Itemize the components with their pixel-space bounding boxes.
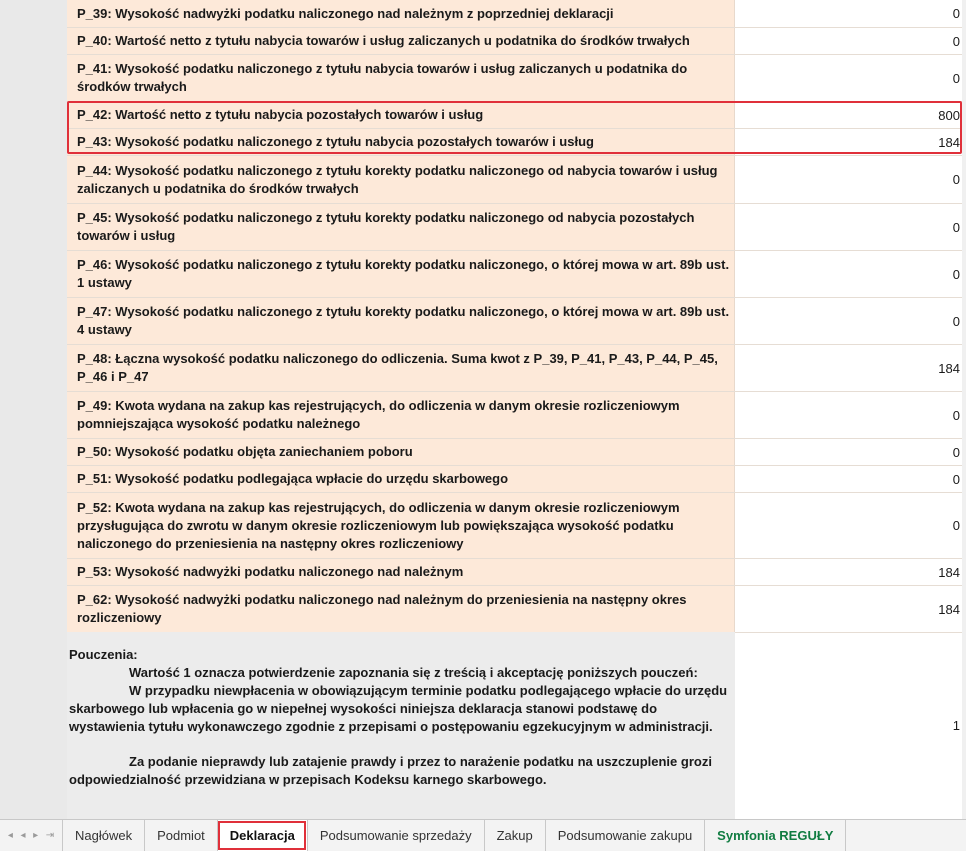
- table-row: [67, 439, 966, 466]
- row-value-cell[interactable]: 184: [735, 129, 966, 155]
- table-row: [67, 493, 966, 559]
- tab-deklaracja[interactable]: Deklaracja: [217, 820, 307, 851]
- table-row: [67, 345, 966, 392]
- row-label: P_44: Wysokość podatku naliczonego z tytułu korekty podatku naliczonego od nabycia towarów i usług zaliczanych u podatnika do środków trwałych: [67, 156, 735, 203]
- row-value-cell[interactable]: 0: [735, 0, 966, 27]
- pouczenia-value-cell[interactable]: 1: [952, 718, 960, 733]
- row-label: P_46: Wysokość podatku naliczonego z tytułu korekty podatku naliczonego, o której mowa w art. 89b ust. 1 ustawy: [67, 251, 735, 297]
- pouczenia-line1: Wartość 1 oznacza potwierdzenie zapoznania się z treścią i akceptację poniższych pouczeń:: [129, 665, 698, 680]
- nav-first-icon[interactable]: ◂: [7, 830, 13, 841]
- table-row: [67, 102, 966, 129]
- nav-prev-icon[interactable]: ◂: [20, 830, 26, 841]
- vertical-scrollbar[interactable]: [962, 0, 966, 819]
- row-value-cell[interactable]: 0: [735, 28, 966, 54]
- row-label: P_49: Kwota wydana na zakup kas rejestrujących, do odliczenia w danym okresie rozliczeniowym pomniejszająca wysokość podatku należnego: [67, 392, 735, 438]
- table-row: [67, 156, 966, 204]
- row-value-cell[interactable]: 0: [735, 298, 966, 344]
- row-value-cell[interactable]: 800: [735, 102, 966, 128]
- tab-podsumowanie-sprzedazy[interactable]: Podsumowanie sprzedaży: [307, 820, 484, 851]
- tab-naglowek[interactable]: Nagłówek: [62, 820, 144, 851]
- row-value-cell[interactable]: 0: [735, 392, 966, 438]
- row-label: P_52: Kwota wydana na zakup kas rejestrujących, do odliczenia w danym okresie rozliczeniowym przysługująca do zwrotu w danym okresie rozliczeniowym lub powiększająca wysokość podatku naliczonego do przeniesienia na następny okres rozliczeniowy: [67, 493, 735, 558]
- left-gutter: [0, 0, 67, 819]
- table-row: [67, 392, 966, 439]
- row-value-cell[interactable]: 184: [735, 345, 966, 391]
- pouczenia-cell[interactable]: [67, 632, 735, 819]
- row-value-cell[interactable]: 0: [735, 466, 966, 492]
- table-row: [67, 28, 966, 55]
- table-row: [67, 559, 966, 586]
- table-row: [67, 55, 966, 102]
- row-value-cell[interactable]: 0: [735, 493, 966, 558]
- tab-navigation: [0, 820, 62, 851]
- row-label: P_50: Wysokość podatku objęta zaniechaniem poboru: [67, 439, 735, 465]
- row-value-cell[interactable]: 0: [735, 156, 966, 203]
- row-label: P_51: Wysokość podatku podlegająca wpłacie do urzędu skarbowego: [67, 466, 735, 492]
- nav-next-icon[interactable]: ▸: [33, 830, 39, 841]
- table-row: [67, 0, 966, 28]
- tab-symfonia-reguly[interactable]: Symfonia REGUŁY: [704, 820, 846, 851]
- row-value-cell[interactable]: 0: [735, 55, 966, 101]
- tab-zakup[interactable]: Zakup: [484, 820, 545, 851]
- tab-podsumowanie-zakupu[interactable]: Podsumowanie zakupu: [545, 820, 704, 851]
- row-label: P_62: Wysokość nadwyżki podatku naliczonego nad należnym do przeniesienia na następny okres rozliczeniowy: [67, 586, 735, 632]
- row-label: P_40: Wartość netto z tytułu nabycia towarów i usług zaliczanych u podatnika do środków trwałych: [67, 28, 735, 54]
- row-label: P_53: Wysokość nadwyżki podatku naliczonego nad należnym: [67, 559, 735, 585]
- row-label: P_42: Wartość netto z tytułu nabycia pozostałych towarów i usług: [67, 102, 735, 128]
- table-row: [67, 466, 966, 493]
- nav-last-icon[interactable]: ⇥: [45, 830, 55, 841]
- pouczenia-line2: W przypadku niewpłacenia w obowiązującym terminie podatku podlegającego wpłacie do urzędu skarbowego lub wpłacenia go w niepełnej wysokości niniejsza deklaracja stanowi podstawę do wystawienia tytułu wykonawczego zgodnie z przepisami o postępowaniu egzekucyjnym w administracji.: [69, 683, 728, 734]
- row-label: P_48: Łączna wysokość podatku naliczonego do odliczenia. Suma kwot z P_39, P_41, P_43, P_44, P_45, P_46 i P_47: [67, 345, 735, 391]
- declaration-rows: [67, 0, 966, 633]
- table-row: [67, 298, 966, 345]
- row-label: P_47: Wysokość podatku naliczonego z tytułu korekty podatku naliczonego, o której mowa w art. 89b ust. 4 ustawy: [67, 298, 735, 344]
- table-row: [67, 586, 966, 633]
- table-row: [67, 204, 966, 251]
- pouczenia-title: Pouczenia:: [69, 647, 138, 662]
- row-label: P_45: Wysokość podatku naliczonego z tytułu korekty podatku naliczonego od nabycia pozostałych towarów i usług: [67, 204, 735, 250]
- row-label: P_43: Wysokość podatku naliczonego z tytułu nabycia pozostałych towarów i usług: [67, 129, 735, 155]
- row-value-cell[interactable]: 0: [735, 251, 966, 297]
- table-row: [67, 129, 966, 156]
- pouczenia-line3: Za podanie nieprawdy lub zatajenie prawdy i przez to narażenie podatku na uszczuplenie grozi odpowiedzialność przewidziana w przepisach Kodeksu karnego skarbowego.: [69, 754, 712, 787]
- table-row: [67, 251, 966, 298]
- row-value-cell[interactable]: 0: [735, 204, 966, 250]
- sheet-tab-bar: [0, 819, 966, 851]
- tab-podmiot[interactable]: Podmiot: [144, 820, 217, 851]
- row-value-cell[interactable]: 184: [735, 559, 966, 585]
- row-label: P_39: Wysokość nadwyżki podatku naliczonego nad należnym z poprzedniej deklaracji: [67, 0, 735, 27]
- row-value-cell[interactable]: 184: [735, 586, 966, 632]
- sheet-tabs: [62, 820, 846, 851]
- row-value-cell[interactable]: 0: [735, 439, 966, 465]
- row-label: P_41: Wysokość podatku naliczonego z tytułu nabycia towarów i usług zaliczanych u podatnika do środków trwałych: [67, 55, 735, 101]
